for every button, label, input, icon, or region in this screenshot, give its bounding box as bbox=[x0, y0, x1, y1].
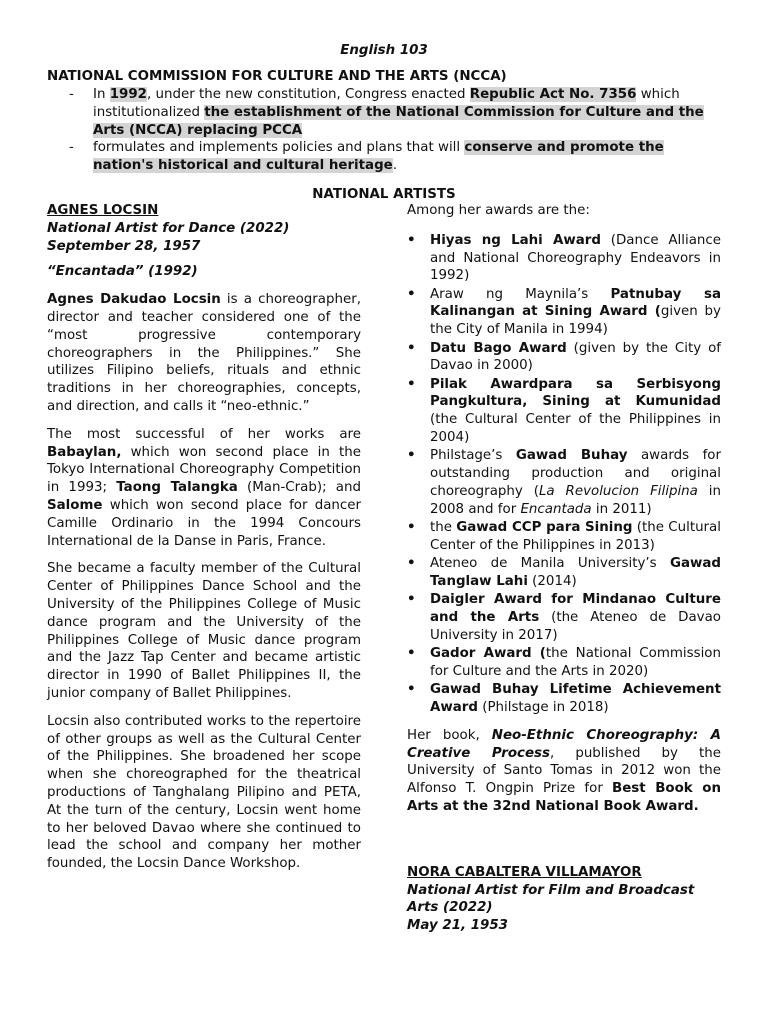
national-artists-heading: NATIONAL ARTISTS bbox=[312, 187, 456, 202]
highlight-conserve: conserve and promote the nation's historical and cultural heritage bbox=[93, 140, 664, 174]
artist-title: National Artist for Dance (2022) bbox=[47, 220, 290, 236]
bullet: • bbox=[407, 376, 416, 392]
bullet: • bbox=[407, 448, 416, 464]
list-item: • Philstage’s Gawad Buhay awards for outstanding production and original choreography (La Revolucion Filipina in 2008 and for Encantada in 2011) bbox=[407, 448, 721, 517]
list-item: • Pilak Awardpara sa Serbisyong Pangkultura, Sining at Kumunidad (the Cultural Center of the Philippines in 2004) bbox=[407, 376, 721, 446]
locsin-column bbox=[47, 202, 361, 873]
list-item: • Gador Award (the National Commission for Culture and the Arts in 2020) bbox=[407, 646, 721, 679]
list-item: - In 1992, under the new constitution, Congress enacted Republic Act No. 7356 which institutionalized the establishment of the National Commission for Culture and the Arts (NCCA) replacing PCCA bbox=[69, 87, 704, 138]
awards-column bbox=[407, 202, 721, 935]
artist-name: AGNES LOCSIN bbox=[47, 203, 159, 218]
list-item: • Ateneo de Manila University’s Gawad Tanglaw Lahi (2014) bbox=[407, 556, 721, 589]
bullet: • bbox=[407, 556, 416, 572]
list-item: • the Gawad CCP para Sining (the Cultural Center of the Philippines in 2013) bbox=[407, 520, 721, 553]
bullet: • bbox=[407, 646, 416, 662]
highlight-act: Republic Act No. 7356 bbox=[469, 87, 637, 102]
paragraph: Agnes Dakudao Locsin is a choreographer, director and teacher considered one of the “most progressive contemporary choreographers in the Philippines.” She utilizes Filipino beliefs, rituals and ethnic traditions in her choreographies, concepts, and direction, and calls it “neo-ethnic.” bbox=[47, 292, 361, 414]
paragraph: She became a faculty member of the Cultural Center of Philippines Dance School and the University of the Philippines College of Music dance program and the University of the Philippines College of Music dance program and the Jazz Tap Center and became artistic director in 1990 of Ballet Philippines II, the junior company of Ballet Philippines. bbox=[47, 561, 361, 701]
awards-intro: Among her awards are the: bbox=[407, 203, 590, 218]
section-title: NATIONAL COMMISSION FOR CULTURE AND THE ARTS (NCCA) bbox=[47, 69, 507, 84]
bullet: • bbox=[407, 286, 416, 302]
artist-major-work: “Encantada” (1992) bbox=[47, 264, 198, 280]
artist-title: National Artist for Film and Broadcast Arts (2022) bbox=[407, 882, 695, 916]
awards-list bbox=[407, 232, 721, 717]
artist-name: NORA CABALTERA VILLAMAYOR bbox=[407, 864, 642, 880]
bullet: • bbox=[407, 232, 416, 248]
artist-birthdate: September 28, 1957 bbox=[47, 238, 201, 254]
artist-birthdate: May 21, 1953 bbox=[407, 918, 508, 934]
highlight-year: 1992 bbox=[109, 87, 147, 102]
list-item: • Hiyas ng Lahi Award (Dance Alliance and National Choreography Endeavors in 1992) bbox=[407, 232, 721, 284]
course-title: English 103 bbox=[340, 43, 428, 58]
book-paragraph: Her book, Neo-Ethnic Choreography: A Creative Process, published by the University of Santo Tomas in 2012 won the Alfonso T. Ongpin Prize for Best Book on Arts at the 32nd National Book Award. bbox=[407, 727, 721, 814]
highlight-establishment: the establishment of the National Commission for Culture and the Arts (NCCA) replacing PCCA bbox=[93, 104, 704, 138]
bullet: • bbox=[407, 340, 416, 356]
paragraph: The most successful of her works are Babaylan, which won second place in the Tokyo International Choreography Competition in 1993; Taong Talangka (Man-Crab); and Salome which won second place for dancer Camille Ordinario in the 1994 Concours International de la Danse in Paris, France. bbox=[47, 426, 361, 549]
paragraph: Locsin also contributed works to the repertoire of other groups as well as the Cultural Center of the Philippines. She broadened her scope when she choreographed for the theatrical productions of Tanghalang Pilipino and PETA, At the turn of the century, Locsin went home to her beloved Davao where she continued to lead the school and company her mother founded, the Locsin Dance Workshop. bbox=[47, 713, 361, 872]
bullet: • bbox=[407, 682, 416, 698]
ncca-list bbox=[69, 86, 718, 175]
bullet: • bbox=[407, 520, 416, 536]
list-item: • Araw ng Maynila’s Patnubay sa Kalinangan at Sining Award (given by the City of Manila in 1994) bbox=[407, 286, 721, 338]
list-item: • Datu Bago Award (given by the City of Davao in 2000) bbox=[407, 340, 721, 374]
list-item: • Daigler Award for Mindanao Culture and the Arts (the Ateneo de Davao University in 2017) bbox=[407, 592, 721, 643]
bullet: • bbox=[407, 592, 416, 608]
list-item: • Gawad Buhay Lifetime Achievement Award (Philstage in 2018) bbox=[407, 682, 721, 716]
list-item: - formulates and implements policies and plans that will conserve and promote the nation's historical and cultural heritage. bbox=[69, 140, 664, 174]
